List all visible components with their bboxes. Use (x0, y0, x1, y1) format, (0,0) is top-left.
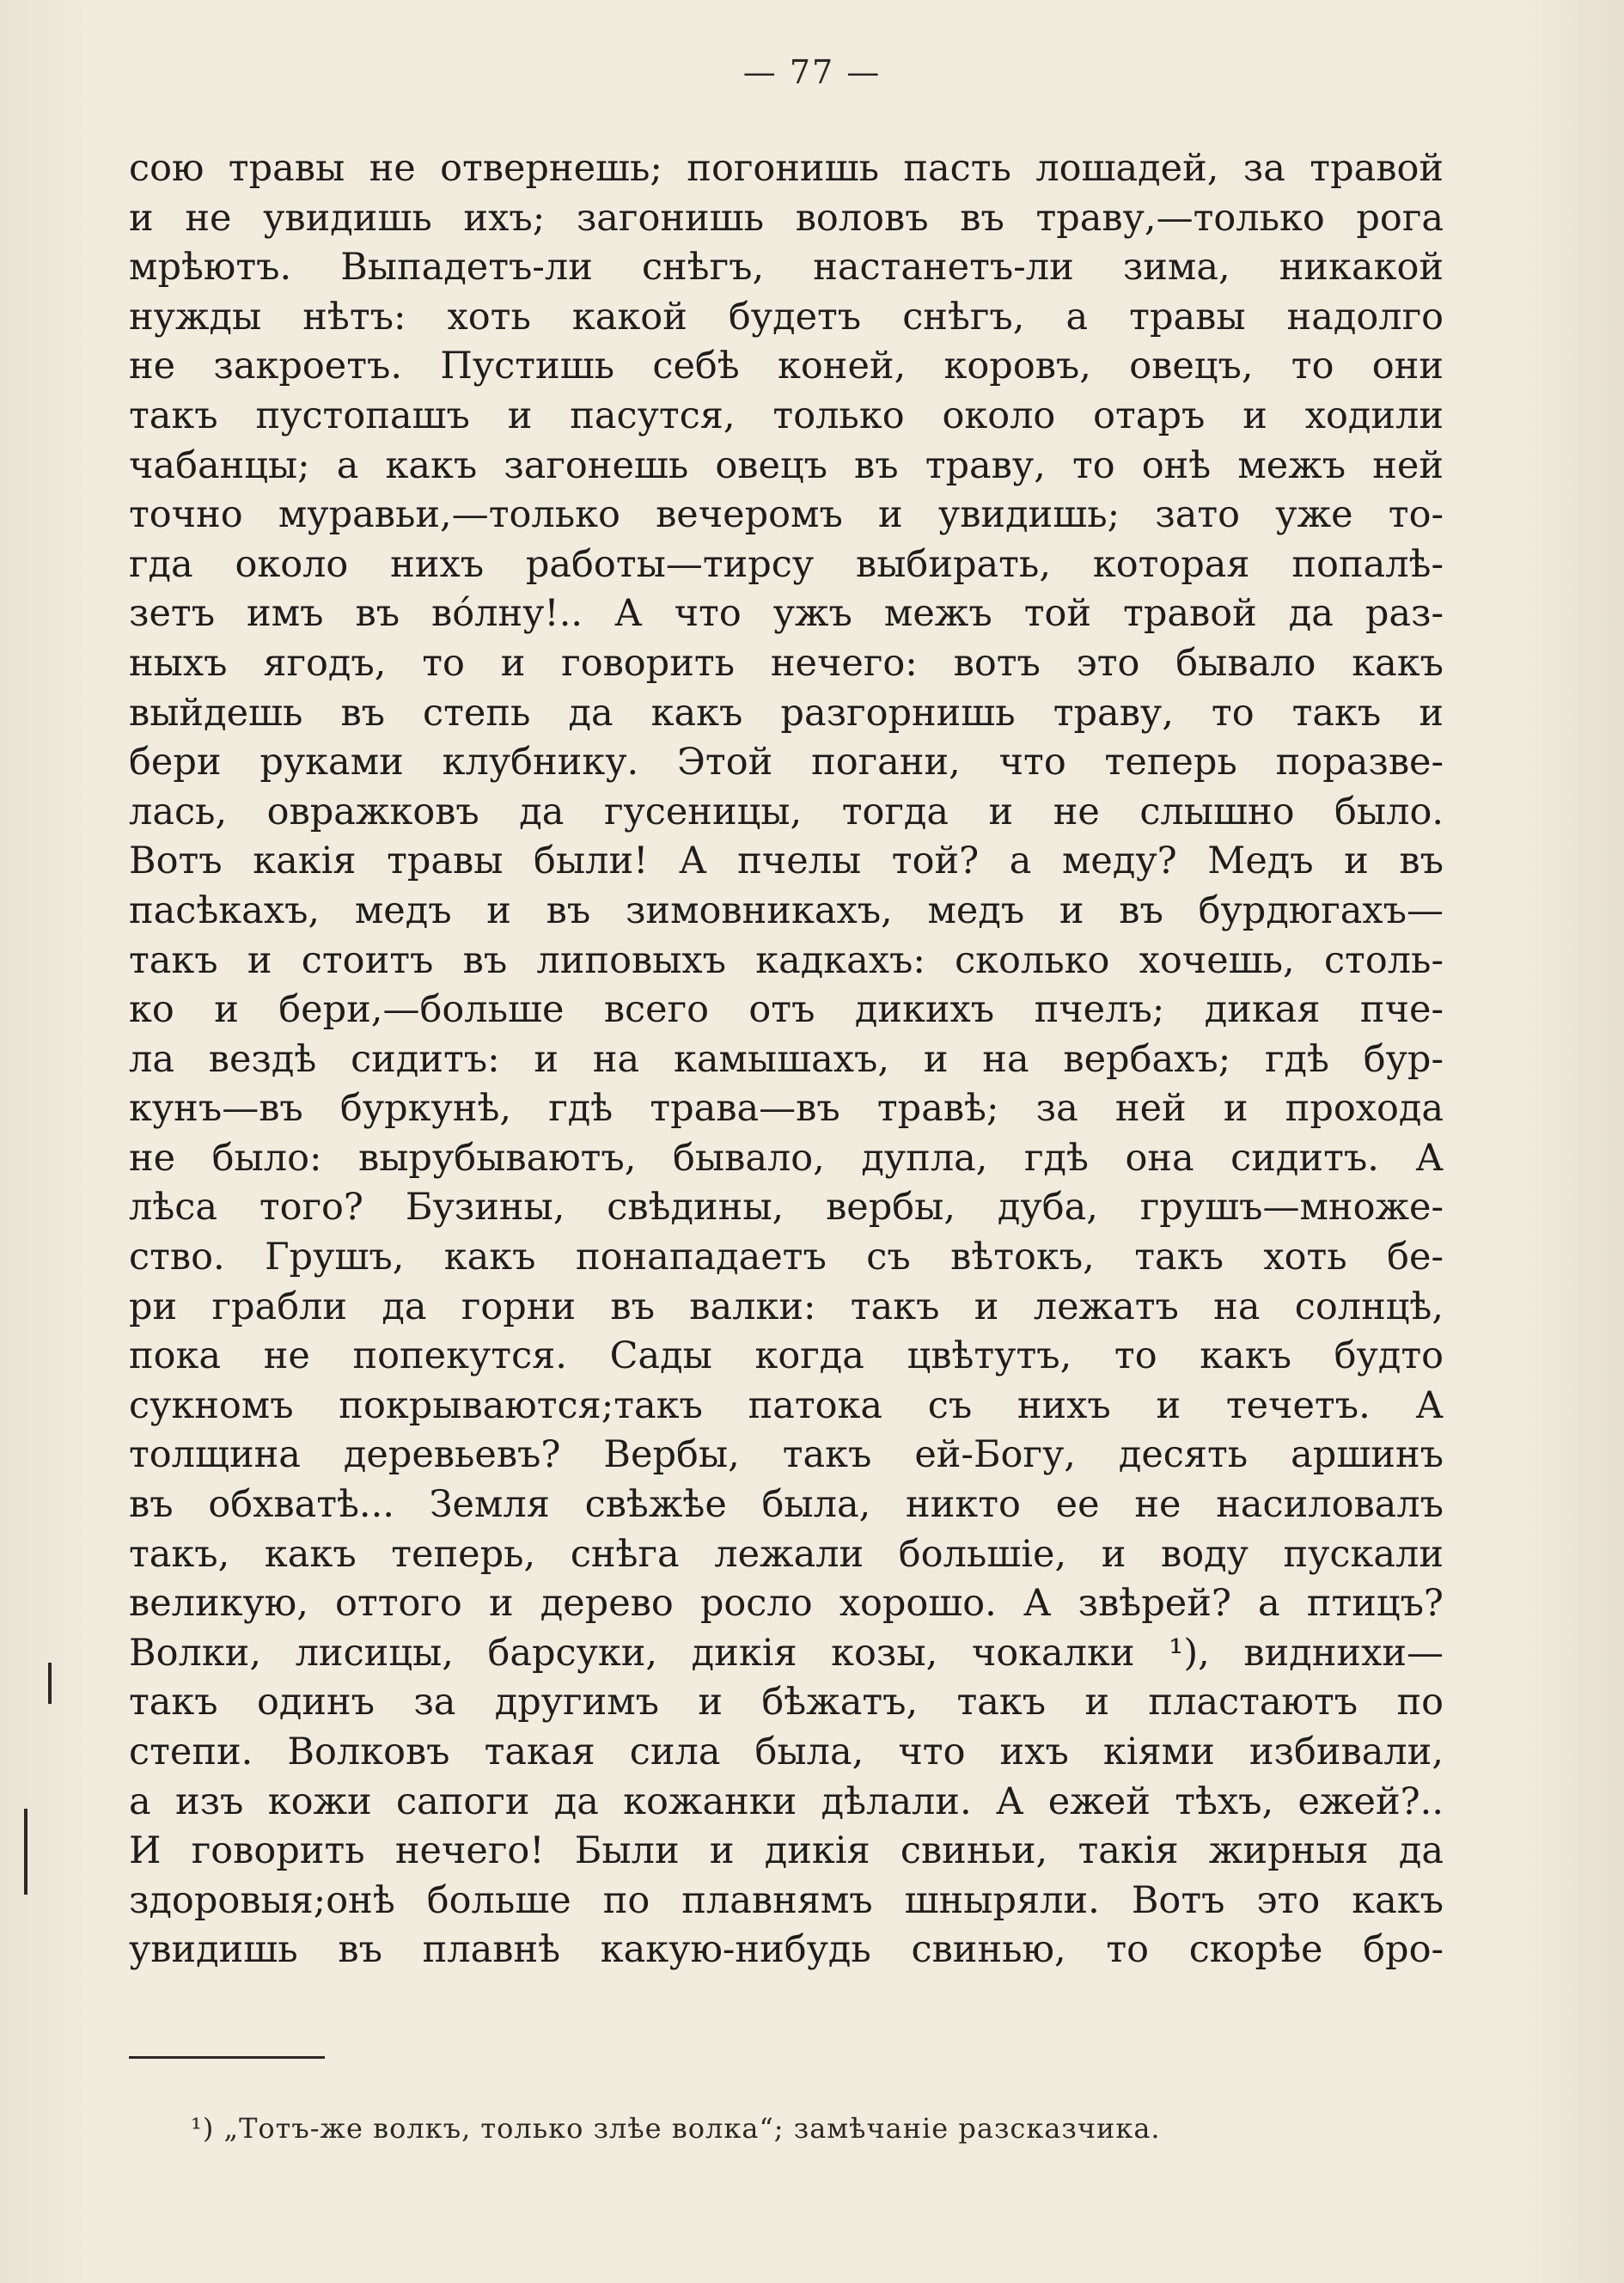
text-line: бери руками клубнику. Этой погани, что теперь поразве- (129, 741, 1444, 784)
text-line: нужды нѣтъ: хоть какой будетъ снѣгъ, а травы надолго (129, 295, 1444, 339)
text-line: Вотъ какія травы были! А пчелы той? а меду? Медъ и въ (129, 839, 1444, 883)
text-line: ство. Грушъ, какъ понападаетъ съ вѣтокъ, такъ хоть бе- (129, 1236, 1444, 1279)
text-line: ри грабли да горни въ валки: такъ и лежатъ на солнцѣ, (129, 1285, 1444, 1328)
body-text (129, 144, 1444, 1975)
text-line: ныхъ ягодъ, то и говорить нечего: вотъ это бывало какъ (129, 641, 1444, 685)
text-line: не было: вырубываютъ, бывало, дупла, гдѣ она сидитъ. А (129, 1136, 1444, 1180)
text-line: толщина деревьевъ? Вербы, такъ ей-Богу, десять аршинъ (129, 1433, 1444, 1477)
text-line: лѣса того? Бузины, свѣдины, вербы, дуба, грушъ—множе- (129, 1186, 1444, 1230)
text-line: степи. Волковъ такая сила была, что ихъ кіями избивали, (129, 1731, 1444, 1773)
text-line: сукномъ покрываются;такъ патока съ нихъ и течетъ. А (129, 1383, 1444, 1427)
text-line: великую, оттого и дерево росло хорошо. А звѣрей? а птицъ? (129, 1582, 1444, 1626)
text-line: не закроетъ. Пустишь себѣ коней, коровъ, овецъ, то они (129, 345, 1444, 388)
text-line: такъ пустопашъ и пасутся, только около отаръ и ходили (129, 394, 1444, 437)
text-line: въ обхватѣ... Земля свѣжѣе была, никто ее не насиловалъ (129, 1483, 1444, 1527)
text-line: мрѣютъ. Выпадетъ-ли снѣгъ, настанетъ-ли зима, никакой (129, 246, 1444, 290)
text-line: чабанцы; а какъ загонешь овецъ въ траву, то онѣ межъ ней (129, 443, 1444, 487)
margin-pencil-mark (48, 1663, 52, 1704)
text-line: И говорить нечего! Были и дикія свиньи, такія жирныя да (129, 1829, 1444, 1873)
text-line: пока не попекутся. Сады когда цвѣтутъ, то какъ будто (129, 1334, 1444, 1378)
text-line: здоровыя;онѣ больше по плавнямъ шныряли. Вотъ это какъ (129, 1878, 1444, 1922)
text-line: Волки, лисицы, барсуки, дикія козы, чокалки ¹), виднихи— (129, 1631, 1444, 1675)
text-line: а изъ кожи сапоги да кожанки дѣлали. А ежей тѣхъ, ежей?.. (129, 1779, 1444, 1823)
text-line: такъ, какъ теперь, снѣга лежали большіе, и воду пускали (129, 1532, 1444, 1576)
text-line: гда около нихъ работы—тирсу выбирать, которая попалѣ- (129, 542, 1444, 586)
footnote: ¹) „Тотъ-же волкъ, только злѣе волка“; замѣчаніе разсказчика. (191, 2112, 1161, 2145)
page-number: — 77 — (742, 53, 882, 91)
footnote-divider (129, 2056, 325, 2059)
text-line: ко и бери,—больше всего отъ дикихъ пчелъ; дикая пче- (129, 988, 1444, 1032)
text-line: и не увидишь ихъ; загонишь воловъ въ траву,—только рога (129, 196, 1444, 240)
text-line: зетъ имъ въ вóлну!.. А что ужъ межъ той травой да раз- (129, 592, 1444, 636)
text-line: такъ одинъ за другимъ и бѣжатъ, такъ и пластаютъ по (129, 1681, 1444, 1724)
text-line: кунъ—въ буркунѣ, гдѣ трава—въ травѣ; за ней и прохода (129, 1087, 1444, 1131)
margin-pencil-mark (24, 1809, 27, 1895)
text-line: увидишь въ плавнѣ какую-нибудь свинью, то скорѣе бро- (129, 1928, 1444, 1972)
text-line: такъ и стоитъ въ липовыхъ кадкахъ: сколько хочешь, столь- (129, 938, 1444, 982)
text-line: лась, овражковъ да гусеницы, тогда и не слышно было. (129, 790, 1444, 833)
text-line: пасѣкахъ, медъ и въ зимовникахъ, медъ и въ бурдюгахъ— (129, 888, 1444, 932)
text-line: ла вездѣ сидитъ: и на камышахъ, и на вербахъ; гдѣ бур- (129, 1037, 1444, 1081)
text-line: точно муравьи,—только вечеромъ и увидишь; зато уже то- (129, 493, 1444, 537)
text-line: выйдешь въ степь да какъ разгорнишь траву, то такъ и (129, 691, 1444, 735)
text-line: сою травы не отвернешь; погонишь пасть лошадей, за травой (129, 147, 1444, 190)
